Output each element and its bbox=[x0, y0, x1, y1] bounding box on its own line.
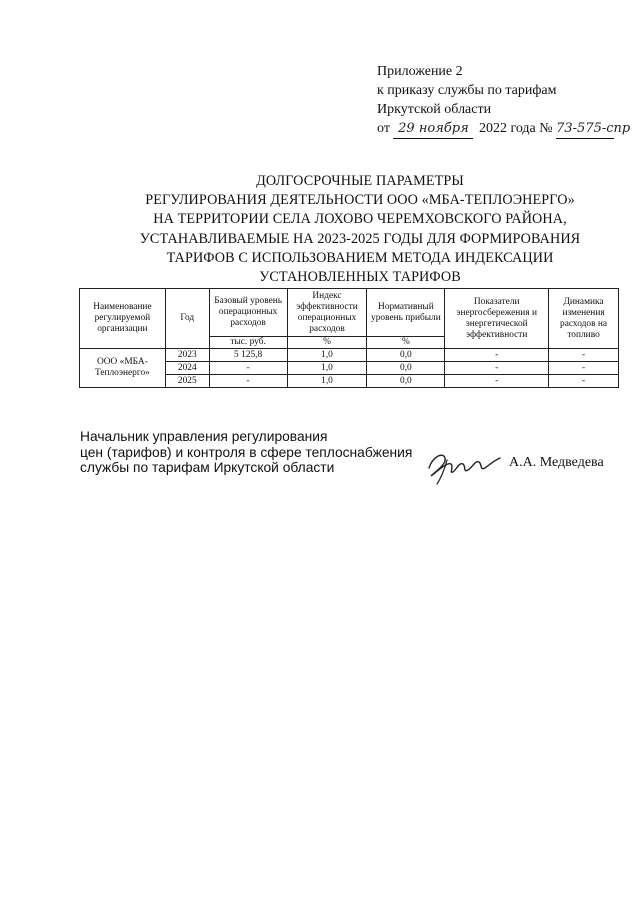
base-opex-cell: - bbox=[209, 362, 287, 375]
year-text: 2022 года № bbox=[478, 121, 553, 136]
efficiency-index-cell: 1,0 bbox=[287, 349, 367, 362]
energy-saving-cell: - bbox=[445, 349, 549, 362]
header-year: Год bbox=[165, 289, 209, 349]
title-line: ДОЛГОСРОЧНЫЕ ПАРАМЕТРЫ bbox=[256, 173, 464, 189]
title-line: НА ТЕРРИТОРИИ СЕЛА ЛОХОВО ЧЕРЕМХОВСКОГО РАЙОНА, bbox=[153, 211, 567, 228]
position-line: цен (тарифов) и контроля в сфере теплоснабжения bbox=[80, 444, 413, 460]
unit-profit-level: % bbox=[367, 337, 445, 349]
energy-saving-cell: - bbox=[445, 375, 549, 388]
profit-level-cell: 0,0 bbox=[367, 362, 445, 375]
year-cell: 2025 bbox=[165, 375, 209, 388]
title-line: РЕГУЛИРОВАНИЯ ДЕЯТЕЛЬНОСТИ ООО «МБА-ТЕПЛОЭНЕРГО» bbox=[145, 192, 575, 209]
appendix-header bbox=[377, 62, 631, 139]
handwritten-order-number: 73-575-спр bbox=[556, 119, 614, 139]
handwritten-date: 29 ноября bbox=[393, 119, 473, 139]
fuel-dynamics-cell: - bbox=[549, 349, 619, 362]
appendix-number: Приложение 2 bbox=[377, 64, 463, 79]
energy-saving-cell: - bbox=[445, 362, 549, 375]
appendix-date-line bbox=[377, 119, 631, 139]
table-header-row bbox=[80, 289, 619, 337]
header-base-opex: Базовый уровень операционных расходов bbox=[209, 289, 287, 337]
table-row bbox=[80, 349, 619, 362]
header-organization: Наименование регулируемой организации bbox=[80, 289, 166, 349]
appendix-order-ref: к приказу службы по тарифам bbox=[377, 83, 557, 98]
fuel-dynamics-cell: - bbox=[549, 375, 619, 388]
signer-name: А.А. Медведева bbox=[509, 455, 604, 470]
year-cell: 2024 bbox=[165, 362, 209, 375]
efficiency-index-cell: 1,0 bbox=[287, 375, 367, 388]
unit-efficiency-index: % bbox=[287, 337, 367, 349]
handwritten-signature bbox=[425, 446, 503, 486]
parameters-table bbox=[79, 288, 619, 388]
header-fuel-dynamics: Динамика изменения расходов на топливо bbox=[549, 289, 619, 349]
base-opex-cell: - bbox=[209, 375, 287, 388]
title-line: УСТАНАВЛИВАЕМЫЕ НА 2023-2025 ГОДЫ ДЛЯ ФОРМИРОВАНИЯ bbox=[139, 230, 581, 247]
profit-level-cell: 0,0 bbox=[367, 349, 445, 362]
base-opex-cell: 5 125,8 bbox=[209, 349, 287, 362]
profit-level-cell: 0,0 bbox=[367, 375, 445, 388]
document-title bbox=[60, 172, 640, 287]
year-cell: 2023 bbox=[165, 349, 209, 362]
signatory-position bbox=[80, 429, 412, 476]
title-line: УСТАНОВЛЕННЫХ ТАРИФОВ bbox=[259, 269, 461, 286]
position-line: Начальник управления регулирования bbox=[80, 429, 328, 444]
header-profit-level: Нормативный уровень прибыли bbox=[367, 289, 445, 337]
header-energy-saving: Показатели энергосбережения и энергетической эффективности bbox=[445, 289, 549, 349]
fuel-dynamics-cell: - bbox=[549, 362, 619, 375]
from-prefix: от bbox=[377, 121, 390, 136]
efficiency-index-cell: 1,0 bbox=[287, 362, 367, 375]
title-line: ТАРИФОВ С ИСПОЛЬЗОВАНИЕМ МЕТОДА ИНДЕКСАЦИИ bbox=[166, 249, 554, 266]
position-line: службы по тарифам Иркутской области bbox=[80, 460, 335, 475]
header-efficiency-index: Индекс эффективности операционных расходов bbox=[287, 289, 367, 337]
appendix-region: Иркутской области bbox=[377, 102, 492, 117]
unit-base-opex: тыс. руб. bbox=[209, 337, 287, 349]
organization-cell: ООО «МБА-Теплоэнерго» bbox=[80, 349, 166, 388]
